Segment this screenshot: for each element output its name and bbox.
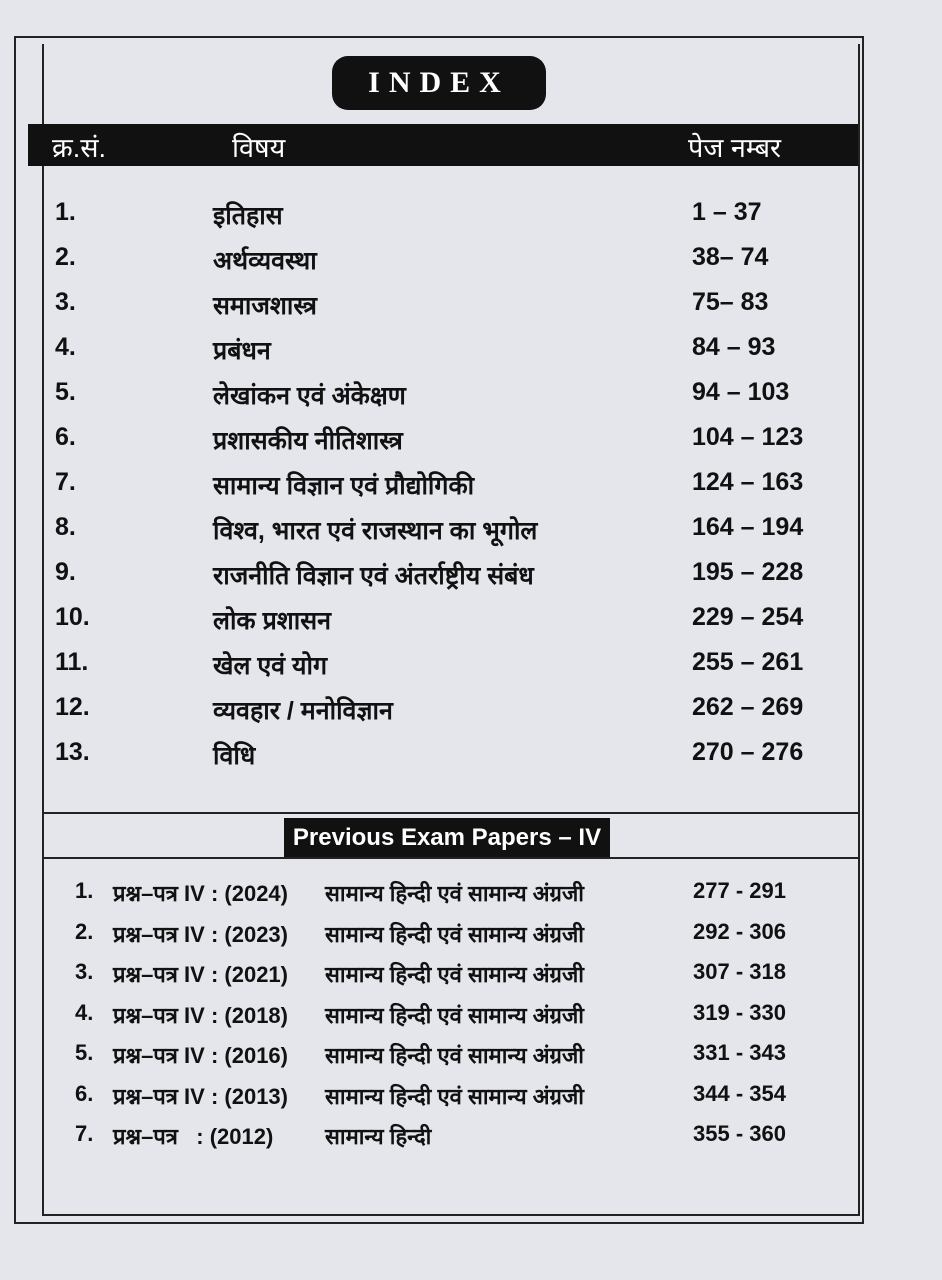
paper-row	[0, 1121, 942, 1157]
index-row	[0, 603, 942, 643]
paper-subject: सामान्य हिन्दी एवं सामान्य अंग्रजी	[325, 1002, 584, 1028]
row-number: 5.	[55, 378, 76, 406]
row-subject: लोक प्रशासन	[213, 607, 332, 635]
paper-subject: सामान्य हिन्दी एवं सामान्य अंग्रजी	[325, 1083, 584, 1109]
row-pages: 38– 74	[692, 243, 769, 271]
paper-number: 4.	[75, 999, 94, 1025]
paper-name: प्रश्न–पत्र : (2012)	[113, 1124, 274, 1149]
paper-subject: सामान्य हिन्दी एवं सामान्य अंग्रजी	[325, 1043, 584, 1068]
paper-name: प्रश्न–पत्र IV : (2013)	[113, 1083, 288, 1109]
paper-pages: 344 - 354	[693, 1080, 786, 1106]
row-number: 1.	[55, 198, 76, 226]
paper-row	[0, 919, 942, 955]
index-row	[0, 198, 942, 238]
paper-subject: सामान्य हिन्दी एवं सामान्य अंग्रजी	[325, 962, 584, 987]
table-header	[28, 124, 858, 166]
index-row	[0, 468, 942, 508]
row-pages: 75– 83	[692, 288, 769, 316]
index-row	[0, 693, 942, 733]
paper-subject: सामान्य हिन्दी एवं सामान्य अंग्रजी	[325, 881, 584, 906]
row-subject: प्रशासकीय नीतिशास्त्र	[213, 427, 403, 455]
row-number: 2.	[55, 243, 76, 271]
header-subject: विषय	[232, 133, 286, 163]
index-row	[0, 738, 942, 778]
paper-subject: सामान्य हिन्दी	[325, 1124, 432, 1149]
divider	[42, 857, 858, 859]
paper-row	[0, 1000, 942, 1036]
papers-title: Previous Exam Papers – IV	[284, 818, 610, 858]
row-subject: व्यवहार / मनोविज्ञान	[213, 697, 393, 725]
paper-row	[0, 1040, 942, 1076]
row-pages: 195 – 228	[692, 558, 804, 586]
divider	[42, 812, 858, 814]
paper-row	[0, 1081, 942, 1117]
row-number: 12.	[55, 693, 90, 721]
paper-name: प्रश्न–पत्र IV : (2021)	[113, 962, 288, 987]
paper-number: 5.	[75, 1040, 94, 1065]
index-row	[0, 243, 942, 283]
row-number: 3.	[55, 288, 76, 316]
row-pages: 124 – 163	[692, 468, 804, 496]
row-subject: विश्व, भारत एवं राजस्थान का भूगोल	[213, 517, 538, 545]
row-pages: 262 – 269	[692, 693, 804, 721]
paper-pages: 331 - 343	[693, 1040, 786, 1065]
row-subject: विधि	[213, 742, 256, 770]
paper-name: प्रश्न–पत्र IV : (2023)	[113, 921, 288, 947]
row-subject: समाजशास्त्र	[213, 292, 317, 320]
row-pages: 164 – 194	[692, 513, 804, 541]
index-row	[0, 423, 942, 463]
row-subject: प्रबंधन	[213, 337, 271, 365]
paper-number: 2.	[75, 918, 94, 944]
index-row	[0, 378, 942, 418]
index-row	[0, 333, 942, 373]
row-number: 13.	[55, 738, 90, 766]
paper-pages: 292 - 306	[693, 918, 786, 944]
paper-row	[0, 959, 942, 995]
paper-number: 7.	[75, 1121, 94, 1146]
index-row	[0, 288, 942, 328]
row-subject: अर्थव्यवस्था	[213, 247, 317, 275]
header-sno: क्र.सं.	[52, 133, 106, 163]
row-number: 10.	[55, 603, 90, 631]
row-subject: सामान्य विज्ञान एवं प्रौद्योगिकी	[213, 472, 475, 500]
row-pages: 255 – 261	[692, 648, 804, 676]
row-pages: 270 – 276	[692, 738, 804, 766]
row-pages: 84 – 93	[692, 333, 776, 361]
row-pages: 229 – 254	[692, 603, 804, 631]
row-pages: 104 – 123	[692, 423, 804, 451]
row-number: 7.	[55, 468, 76, 496]
index-row	[0, 513, 942, 553]
paper-name: प्रश्न–पत्र IV : (2016)	[113, 1043, 288, 1068]
paper-pages: 307 - 318	[693, 959, 786, 984]
paper-name: प्रश्न–पत्र IV : (2024)	[113, 881, 288, 906]
index-row	[0, 558, 942, 598]
paper-pages: 319 - 330	[693, 999, 786, 1025]
row-pages: 1 – 37	[692, 198, 762, 226]
paper-name: प्रश्न–पत्र IV : (2018)	[113, 1002, 288, 1028]
row-subject: खेल एवं योग	[213, 652, 328, 680]
paper-number: 6.	[75, 1080, 94, 1106]
row-number: 4.	[55, 333, 76, 361]
row-number: 9.	[55, 558, 76, 586]
paper-pages: 355 - 360	[693, 1121, 786, 1146]
index-row	[0, 648, 942, 688]
row-subject: लेखांकन एवं अंकेक्षण	[213, 382, 406, 410]
row-number: 8.	[55, 513, 76, 541]
paper-number: 1.	[75, 878, 94, 903]
header-pages: पेज नम्बर	[688, 133, 782, 163]
row-number: 6.	[55, 423, 76, 451]
row-pages: 94 – 103	[692, 378, 790, 406]
row-subject: राजनीति विज्ञान एवं अंतर्राष्ट्रीय संबंध	[213, 562, 534, 590]
index-title: INDEX	[332, 56, 546, 110]
paper-row	[0, 878, 942, 914]
paper-subject: सामान्य हिन्दी एवं सामान्य अंग्रजी	[325, 921, 584, 947]
paper-number: 3.	[75, 959, 94, 984]
paper-pages: 277 - 291	[693, 878, 786, 903]
row-subject: इतिहास	[213, 202, 283, 230]
row-number: 11.	[55, 648, 89, 676]
